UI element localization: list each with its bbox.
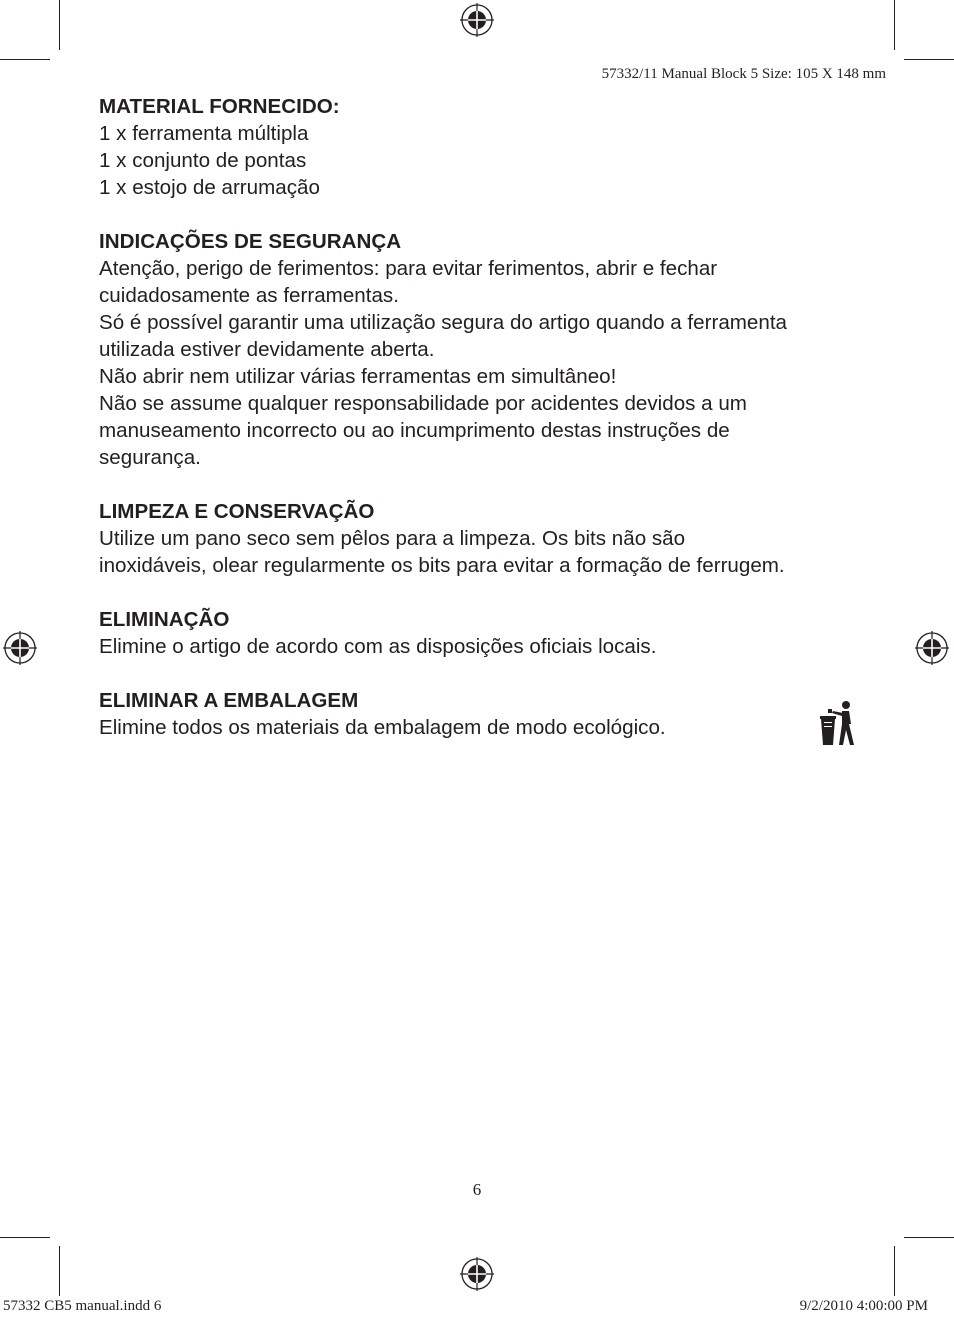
section-line: Elimine todos os materiais da embalagem de modo ecológico. [99,716,666,739]
registration-mark-icon [460,1257,494,1291]
registration-mark-icon [460,3,494,37]
crop-mark-bottom-left-vertical [59,1246,60,1296]
section-line: Não se assume qualquer responsabilidade por acidentes devidos a um [99,392,747,415]
section-line: utilizada estiver devidamente aberta. [99,338,435,361]
section-heading: ELIMINAÇÃO [99,608,230,631]
section-line: Atenção, perigo de ferimentos: para evitar ferimentos, abrir e fechar [99,257,718,280]
manual-content [99,93,869,768]
slug-bottom-left: 57332 CB5 manual.indd 6 [3,1298,162,1314]
section-limpeza-conservacao [99,498,869,579]
section-line: 1 x estojo de arrumação [99,176,320,199]
crop-mark-bottom-right-horizontal [904,1237,954,1238]
section-line: Utilize um pano seco sem pêlos para a limpeza. Os bits não são [99,527,686,550]
crop-mark-top-left-horizontal [0,59,50,60]
slug-bottom-right: 9/2/2010 4:00:00 PM [799,1298,928,1314]
section-heading: ELIMINAR A EMBALAGEM [99,689,359,712]
slug-top: 57332/11 Manual Block 5 Size: 105 X 148 mm [601,66,886,82]
section-heading: LIMPEZA E CONSERVAÇÃO [99,500,375,523]
section-line: 1 x conjunto de pontas [99,149,307,172]
section-heading: INDICAÇÕES DE SEGURANÇA [99,230,402,253]
section-line: 1 x ferramenta múltipla [99,122,309,145]
section-line: Só é possível garantir uma utilização segura do artigo quando a ferramenta [99,311,788,334]
section-line: inoxidáveis, olear regularmente os bits para evitar a formação de ferrugem. [99,554,785,577]
page-number: 6 [472,1180,482,1199]
crop-mark-bottom-right-vertical [894,1246,895,1296]
section-indicacoes-seguranca [99,228,869,471]
section-eliminar-embalagem [99,687,869,741]
crop-mark-top-left-vertical [59,0,60,50]
registration-mark-icon [915,631,949,665]
section-line: Elimine o artigo de acordo com as disposições oficiais locais. [99,635,657,658]
section-eliminacao [99,606,869,660]
section-line: manuseamento incorrecto ou ao incumprimento destas instruções de [99,419,730,442]
section-line: Não abrir nem utilizar várias ferramentas em simultâneo! [99,365,617,388]
crop-mark-top-right-horizontal [904,59,954,60]
crop-mark-top-right-vertical [894,0,895,50]
section-line: cuidadosamente as ferramentas. [99,284,399,307]
registration-mark-icon [3,631,37,665]
tidyman-bin-icon [818,700,858,746]
section-line: segurança. [99,446,201,469]
section-material-fornecido [99,93,869,201]
crop-mark-bottom-left-horizontal [0,1237,50,1238]
section-heading: MATERIAL FORNECIDO: [99,95,340,118]
